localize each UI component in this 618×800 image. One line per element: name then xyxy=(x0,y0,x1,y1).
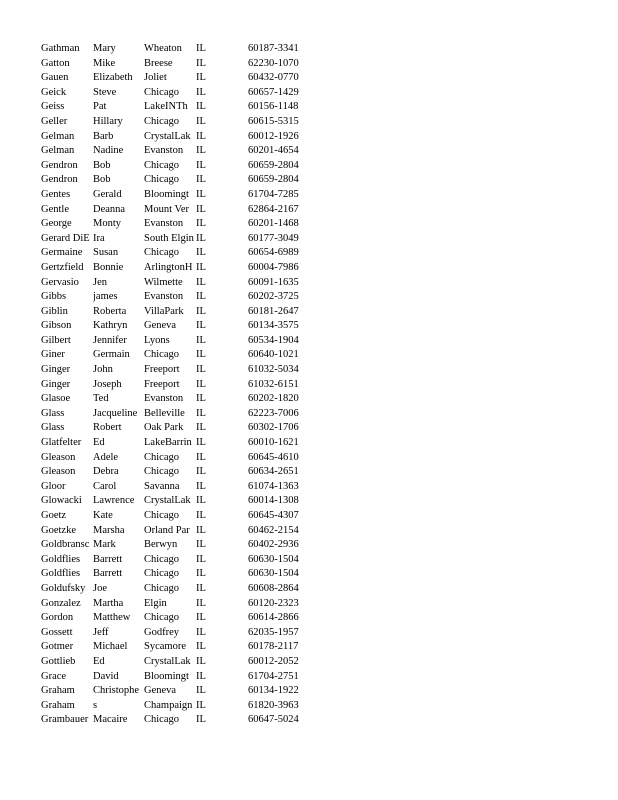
table-row xyxy=(41,86,318,101)
first-name-cell: Marsha xyxy=(93,524,125,536)
table-row xyxy=(41,597,318,612)
city-cell: Breese xyxy=(144,57,173,69)
table-row xyxy=(41,567,318,582)
table-row xyxy=(41,670,318,685)
first-name-cell: james xyxy=(93,291,118,303)
last-name-cell: Gelman xyxy=(41,130,75,142)
table-row xyxy=(41,480,318,495)
city-cell: CrystalLak xyxy=(144,130,191,142)
city-cell: Chicago xyxy=(144,174,179,186)
city-cell: Chicago xyxy=(144,568,179,580)
table-row xyxy=(41,217,318,232)
city-cell: Wheaton xyxy=(144,43,182,54)
table-row xyxy=(41,246,318,261)
last-name-cell: Geiss xyxy=(41,101,65,113)
zip-code-cell: 60202-1820 xyxy=(248,393,299,405)
last-name-cell: Goldflies xyxy=(41,568,81,580)
first-name-cell: Elizabeth xyxy=(93,72,133,84)
first-name-cell: Macaire xyxy=(93,714,128,726)
city-cell: Chicago xyxy=(144,115,179,127)
table-row xyxy=(41,392,318,407)
state-cell: IL xyxy=(196,685,206,697)
first-name-cell: Jacqueline xyxy=(93,407,138,419)
city-cell: Geneva xyxy=(144,685,177,697)
state-cell: IL xyxy=(196,524,206,536)
last-name-cell: Goldbransc xyxy=(41,539,90,551)
state-cell: IL xyxy=(196,568,206,580)
zip-code-cell: 60014-1308 xyxy=(248,495,299,507)
table-row xyxy=(41,348,318,363)
state-cell: IL xyxy=(196,159,206,171)
state-cell: IL xyxy=(196,291,206,303)
zip-code-cell: 60630-1504 xyxy=(248,568,299,580)
first-name-cell: Jeff xyxy=(93,626,109,638)
city-cell: Evanston xyxy=(144,145,184,157)
table-row xyxy=(41,582,318,597)
first-name-cell: Christophe xyxy=(93,685,140,697)
last-name-cell: Graham xyxy=(41,699,75,711)
state-cell: IL xyxy=(196,407,206,419)
state-cell: IL xyxy=(196,597,206,609)
first-name-cell: Hillary xyxy=(93,115,123,127)
table-row xyxy=(41,188,318,203)
zip-code-cell: 60120-2323 xyxy=(248,597,299,609)
first-name-cell: Adele xyxy=(93,451,119,463)
first-name-cell: Ed xyxy=(93,437,105,449)
state-cell: IL xyxy=(196,101,206,113)
first-name-cell: Matthew xyxy=(93,612,131,624)
last-name-cell: Glowacki xyxy=(41,495,82,507)
zip-code-cell: 60187-3341 xyxy=(248,43,299,54)
state-cell: IL xyxy=(196,670,206,682)
last-name-cell: Glass xyxy=(41,407,65,419)
city-cell: Geneva xyxy=(144,320,177,332)
zip-code-cell: 60012-1926 xyxy=(248,130,299,142)
zip-code-cell: 60091-1635 xyxy=(248,276,299,288)
zip-code-cell: 60657-1429 xyxy=(248,86,299,98)
first-name-cell: John xyxy=(93,364,113,376)
table-row xyxy=(41,232,318,247)
contact-table xyxy=(41,42,318,728)
table-row xyxy=(41,363,318,378)
first-name-cell: Michael xyxy=(93,641,128,653)
table-row xyxy=(41,509,318,524)
zip-code-cell: 60004-7986 xyxy=(248,261,299,273)
last-name-cell: Goetzke xyxy=(41,524,76,536)
city-cell: Freeport xyxy=(144,378,180,390)
zip-code-cell: 61820-3963 xyxy=(248,699,299,711)
state-cell: IL xyxy=(196,305,206,317)
zip-code-cell: 60177-3049 xyxy=(248,232,299,244)
city-cell: Chicago xyxy=(144,349,179,361)
last-name-cell: Gervasio xyxy=(41,276,79,288)
table-row xyxy=(41,159,318,174)
table-row xyxy=(41,42,318,57)
last-name-cell: Gilbert xyxy=(41,334,71,346)
first-name-cell: Lawrence xyxy=(93,495,135,507)
last-name-cell: Glass xyxy=(41,422,65,434)
city-cell: Belleville xyxy=(144,407,185,419)
city-cell: Evanston xyxy=(144,291,184,303)
first-name-cell: Mark xyxy=(93,539,116,551)
table-row xyxy=(41,699,318,714)
state-cell: IL xyxy=(196,349,206,361)
table-row xyxy=(41,553,318,568)
table-row xyxy=(41,465,318,480)
state-cell: IL xyxy=(196,43,206,54)
last-name-cell: George xyxy=(41,218,72,230)
state-cell: IL xyxy=(196,188,206,200)
city-cell: Mount Ver xyxy=(144,203,190,215)
first-name-cell: Debra xyxy=(93,466,119,478)
zip-code-cell: 60178-2117 xyxy=(248,641,299,653)
first-name-cell: Ted xyxy=(93,393,109,405)
city-cell: CrystalLak xyxy=(144,495,191,507)
state-cell: IL xyxy=(196,582,206,594)
city-cell: Chicago xyxy=(144,553,179,565)
zip-code-cell: 60010-1621 xyxy=(248,437,299,449)
last-name-cell: Grace xyxy=(41,670,67,682)
first-name-cell: Mike xyxy=(93,57,116,69)
city-cell: Chicago xyxy=(144,86,179,98)
table-row xyxy=(41,203,318,218)
state-cell: IL xyxy=(196,130,206,142)
table-row xyxy=(41,626,318,641)
last-name-cell: Geller xyxy=(41,115,68,127)
zip-code-cell: 60432-0770 xyxy=(248,72,299,84)
last-name-cell: Grambauer xyxy=(41,714,89,726)
table-row xyxy=(41,276,318,291)
zip-code-cell: 60659-2804 xyxy=(248,159,299,171)
last-name-cell: Gonzalez xyxy=(41,597,81,609)
first-name-cell: Susan xyxy=(93,247,119,259)
zip-code-cell: 60462-2154 xyxy=(248,524,299,536)
city-cell: Bloomingt xyxy=(144,188,189,200)
city-cell: Savanna xyxy=(144,480,180,492)
zip-code-cell: 60640-1021 xyxy=(248,349,299,361)
city-cell: Chicago xyxy=(144,510,179,521)
state-cell: IL xyxy=(196,203,206,215)
first-name-cell: Ira xyxy=(93,232,105,244)
state-cell: IL xyxy=(196,699,206,711)
last-name-cell: Gordon xyxy=(41,612,74,624)
table-row xyxy=(41,451,318,466)
table-row xyxy=(41,144,318,159)
first-name-cell: Joseph xyxy=(93,378,122,390)
first-name-cell: Barrett xyxy=(93,553,123,565)
first-name-cell: Bob xyxy=(93,159,111,171)
table-row xyxy=(41,115,318,130)
first-name-cell: Roberta xyxy=(93,305,127,317)
city-cell: Bloomingt xyxy=(144,670,189,682)
table-row xyxy=(41,407,318,422)
state-cell: IL xyxy=(196,480,206,492)
city-cell: Godfrey xyxy=(144,626,179,638)
state-cell: IL xyxy=(196,393,206,405)
state-cell: IL xyxy=(196,320,206,332)
first-name-cell: Pat xyxy=(93,101,107,113)
first-name-cell: Gerald xyxy=(93,188,122,200)
first-name-cell: Jen xyxy=(93,276,107,288)
city-cell: Sycamore xyxy=(144,641,186,653)
state-cell: IL xyxy=(196,334,206,346)
state-cell: IL xyxy=(196,626,206,638)
last-name-cell: Gentle xyxy=(41,203,69,215)
city-cell: Chicago xyxy=(144,582,179,594)
last-name-cell: Goldflies xyxy=(41,553,81,565)
table-row xyxy=(41,71,318,86)
state-cell: IL xyxy=(196,72,206,84)
first-name-cell: Bob xyxy=(93,174,111,186)
state-cell: IL xyxy=(196,232,206,244)
last-name-cell: Gibson xyxy=(41,320,72,332)
zip-code-cell: 61704-2751 xyxy=(248,670,299,682)
city-cell: Joliet xyxy=(144,72,167,84)
last-name-cell: Gentes xyxy=(41,188,71,200)
table-row xyxy=(41,684,318,699)
state-cell: IL xyxy=(196,378,206,390)
table-row xyxy=(41,319,318,334)
city-cell: Chicago xyxy=(144,612,179,624)
state-cell: IL xyxy=(196,553,206,565)
last-name-cell: Gauen xyxy=(41,72,69,84)
zip-code-cell: 60659-2804 xyxy=(248,174,299,186)
state-cell: IL xyxy=(196,57,206,69)
zip-code-cell: 60630-1504 xyxy=(248,553,299,565)
first-name-cell: Ed xyxy=(93,655,105,667)
zip-code-cell: 60202-3725 xyxy=(248,291,299,303)
city-cell: Chicago xyxy=(144,714,179,726)
last-name-cell: Gleason xyxy=(41,451,76,463)
last-name-cell: Gibbs xyxy=(41,291,67,303)
first-name-cell: Barb xyxy=(93,130,114,142)
table-row xyxy=(41,173,318,188)
table-row xyxy=(41,640,318,655)
city-cell: LakeINTh xyxy=(144,101,188,113)
zip-code-cell: 60614-2866 xyxy=(248,612,299,624)
last-name-cell: Glatfelter xyxy=(41,437,82,449)
first-name-cell: Martha xyxy=(93,597,124,609)
table-row xyxy=(41,130,318,145)
zip-code-cell: 60156-1148 xyxy=(248,101,299,113)
last-name-cell: Gendron xyxy=(41,174,78,186)
state-cell: IL xyxy=(196,539,206,551)
city-cell: Lyons xyxy=(144,334,170,346)
last-name-cell: Gathman xyxy=(41,43,80,54)
city-cell: Evanston xyxy=(144,218,184,230)
first-name-cell: Monty xyxy=(93,218,122,230)
state-cell: IL xyxy=(196,641,206,653)
table-row xyxy=(41,290,318,305)
first-name-cell: Bonnie xyxy=(93,261,124,273)
zip-code-cell: 61704-7285 xyxy=(248,188,299,200)
first-name-cell: Jennifer xyxy=(93,334,127,346)
last-name-cell: Ginger xyxy=(41,364,71,376)
city-cell: VillaPark xyxy=(144,305,184,317)
last-name-cell: Gossett xyxy=(41,626,73,638)
table-row xyxy=(41,655,318,670)
city-cell: Champaign xyxy=(144,699,193,711)
first-name-cell: Kathryn xyxy=(93,320,128,332)
last-name-cell: Gatton xyxy=(41,57,70,69)
table-row xyxy=(41,100,318,115)
state-cell: IL xyxy=(196,714,206,726)
state-cell: IL xyxy=(196,495,206,507)
last-name-cell: Goldufsky xyxy=(41,582,86,594)
state-cell: IL xyxy=(196,437,206,449)
zip-code-cell: 60201-4654 xyxy=(248,145,299,157)
city-cell: LakeBarrin xyxy=(144,437,192,449)
first-name-cell: Kate xyxy=(93,510,113,521)
state-cell: IL xyxy=(196,466,206,478)
city-cell: Wilmette xyxy=(144,276,183,288)
zip-code-cell: 60615-5315 xyxy=(248,115,299,127)
city-cell: ArlingtonH xyxy=(144,261,193,273)
state-cell: IL xyxy=(196,612,206,624)
city-cell: South Elgin xyxy=(144,232,194,244)
state-cell: IL xyxy=(196,451,206,463)
zip-code-cell: 60534-1904 xyxy=(248,334,299,346)
state-cell: IL xyxy=(196,174,206,186)
city-cell: Orland Par xyxy=(144,524,190,536)
last-name-cell: Goetz xyxy=(41,510,67,521)
zip-code-cell: 60012-2052 xyxy=(248,655,299,667)
first-name-cell: Nadine xyxy=(93,145,124,157)
city-cell: Freeport xyxy=(144,364,180,376)
first-name-cell: Deanna xyxy=(93,203,126,215)
last-name-cell: Giner xyxy=(41,349,65,361)
zip-code-cell: 61032-6151 xyxy=(248,378,299,390)
city-cell: Chicago xyxy=(144,247,179,259)
zip-code-cell: 60645-4610 xyxy=(248,451,299,463)
first-name-cell: s xyxy=(93,699,98,711)
table-row xyxy=(41,538,318,553)
city-cell: Elgin xyxy=(144,597,167,609)
zip-code-cell: 60402-2936 xyxy=(248,539,299,551)
zip-code-cell: 60645-4307 xyxy=(248,510,299,521)
first-name-cell: Carol xyxy=(93,480,117,492)
table-row xyxy=(41,421,318,436)
first-name-cell: Barrett xyxy=(93,568,123,580)
state-cell: IL xyxy=(196,261,206,273)
state-cell: IL xyxy=(196,364,206,376)
table-row xyxy=(41,494,318,509)
table-row xyxy=(41,261,318,276)
table-row xyxy=(41,378,318,393)
first-name-cell: Steve xyxy=(93,86,117,98)
zip-code-cell: 61032-5034 xyxy=(248,364,299,376)
zip-code-cell: 60134-1922 xyxy=(248,685,299,697)
state-cell: IL xyxy=(196,145,206,157)
state-cell: IL xyxy=(196,655,206,667)
zip-code-cell: 62035-1957 xyxy=(248,626,299,638)
zip-code-cell: 60654-6989 xyxy=(248,247,299,259)
last-name-cell: Gendron xyxy=(41,159,78,171)
first-name-cell: Joe xyxy=(93,582,107,594)
state-cell: IL xyxy=(196,422,206,434)
city-cell: CrystalLak xyxy=(144,655,191,667)
first-name-cell: Mary xyxy=(93,43,116,54)
last-name-cell: Gertzfield xyxy=(41,261,84,273)
city-cell: Chicago xyxy=(144,466,179,478)
zip-code-cell: 60181-2647 xyxy=(248,305,299,317)
zip-code-cell: 60302-1706 xyxy=(248,422,299,434)
last-name-cell: Geick xyxy=(41,86,67,98)
table-row xyxy=(41,436,318,451)
last-name-cell: Gerard DiE xyxy=(41,232,90,244)
last-name-cell: Germaine xyxy=(41,247,83,259)
state-cell: IL xyxy=(196,247,206,259)
zip-code-cell: 60634-2651 xyxy=(248,466,299,478)
zip-code-cell: 62230-1070 xyxy=(248,57,299,69)
state-cell: IL xyxy=(196,86,206,98)
last-name-cell: Gotmer xyxy=(41,641,74,653)
last-name-cell: Gleason xyxy=(41,466,76,478)
zip-code-cell: 60608-2864 xyxy=(248,582,299,594)
table-row xyxy=(41,57,318,72)
city-cell: Evanston xyxy=(144,393,184,405)
zip-code-cell: 62864-2167 xyxy=(248,203,299,215)
last-name-cell: Giblin xyxy=(41,305,68,317)
zip-code-cell: 62223-7006 xyxy=(248,407,299,419)
zip-code-cell: 60201-1468 xyxy=(248,218,299,230)
contact-table-body xyxy=(41,42,318,728)
last-name-cell: Ginger xyxy=(41,378,71,390)
table-row xyxy=(41,334,318,349)
city-cell: Oak Park xyxy=(144,422,184,434)
state-cell: IL xyxy=(196,276,206,288)
zip-code-cell: 61074-1363 xyxy=(248,480,299,492)
first-name-cell: Germain xyxy=(93,349,130,361)
state-cell: IL xyxy=(196,218,206,230)
last-name-cell: Gelman xyxy=(41,145,75,157)
first-name-cell: David xyxy=(93,670,119,682)
state-cell: IL xyxy=(196,115,206,127)
last-name-cell: Gottlieb xyxy=(41,655,76,667)
first-name-cell: Robert xyxy=(93,422,122,434)
last-name-cell: Glasoe xyxy=(41,393,71,405)
city-cell: Berwyn xyxy=(144,539,178,551)
zip-code-cell: 60647-5024 xyxy=(248,714,299,726)
table-row xyxy=(41,611,318,626)
table-row xyxy=(41,305,318,320)
city-cell: Chicago xyxy=(144,159,179,171)
table-row xyxy=(41,524,318,539)
city-cell: Chicago xyxy=(144,451,179,463)
zip-code-cell: 60134-3575 xyxy=(248,320,299,332)
last-name-cell: Graham xyxy=(41,685,75,697)
last-name-cell: Gloor xyxy=(41,480,66,492)
state-cell: IL xyxy=(196,510,206,521)
table-row xyxy=(41,713,318,728)
